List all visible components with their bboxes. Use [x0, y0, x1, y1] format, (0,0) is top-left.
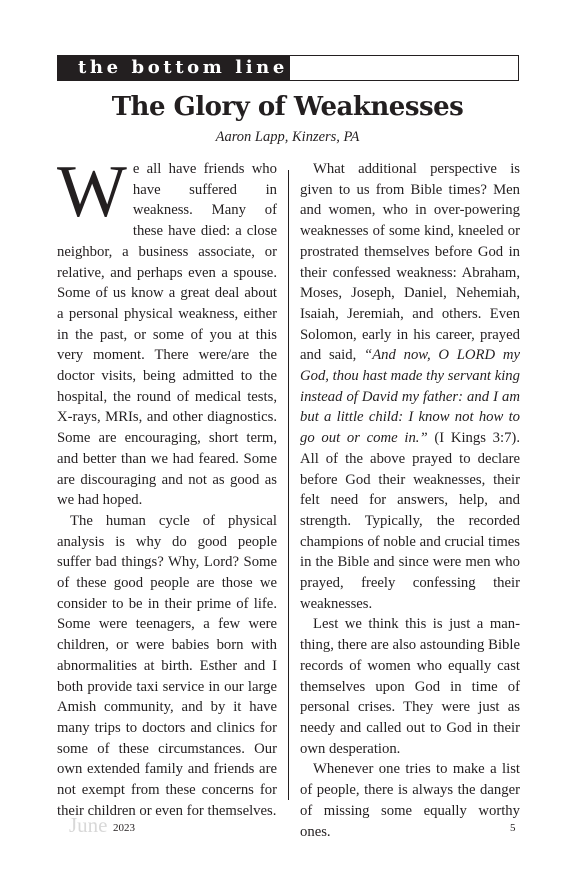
section-header-bar: [57, 55, 519, 81]
column-divider: [288, 170, 289, 800]
article-title: The Glory of Weaknesses: [111, 92, 464, 122]
footer-month: June: [69, 813, 108, 837]
paragraph-3-text-a: What additional perspective is given to us from Bible times? Men and women, who in over-powering weaknesses of some kind, kneeled or prostrated themselves before God in their confessed weakness: Abraham, Moses, Joseph, Daniel, Nehemiah, Isaiah, Jeremiah, and others. Even Solomon, early in his career, prayed and said,: [300, 161, 520, 364]
article-byline: Aaron Lapp, Kinzers, PA: [215, 129, 360, 145]
drop-cap: W: [57, 151, 127, 233]
paragraph-3-text-b: (I Kings 3:7). All of the above prayed to declare before God their weaknesses, their felt need for answers, help, and strength. Typically, the recorded champions of noble and crucial times in the Bible and since were men who prayed, freely confessing their weaknesses.: [300, 430, 520, 612]
paragraph-1: [57, 151, 277, 511]
right-column: [300, 159, 520, 842]
paragraph-1-text: e all have friends who have suffered in weakness. Many of these have died: a close neighbor, a business associate, or relative, and perhaps even a spouse. Some of us know a great deal about a personal physical weakness, either in the past, or some of you at this very moment. There were/are the doctor visits, being admitted to the hospital, the round of medical tests, X-rays, MRIs, and other diagnostics. Some are encouraging, short term, and better than we had feared. Some are discouraging and not as good as we had hoped.: [57, 161, 277, 509]
footer-year: 2023: [113, 822, 135, 834]
left-column: [57, 151, 277, 822]
scripture-quote: “And now, O LORD my God, thou hast made thy servant king instead of David my father: and I am but a little child: I know not how to go out or come in.”: [300, 347, 520, 447]
paragraph-4: Lest we think this is just a man-thing, there are also astounding Bible records of women who equally cast themselves upon God in time of personal crises. They were just as needy and called out to God in their own desperation.: [300, 616, 520, 757]
section-label: the bottom line: [58, 56, 290, 80]
page-number: 5: [510, 822, 516, 834]
paragraph-5: Whenever one tries to make a list of people, there is always the danger of missing some equally worthy ones.: [300, 761, 520, 840]
paragraph-2: The human cycle of physical analysis is why do good people suffer bad things? Why, Lord? Some of these good people are those we consider to be in their prime of life. Some were teenagers, a few were children, or were babies born with abnormalities at birth. Esther and I both provide taxi service in our large Amish community, and by it have many trips to doctors and clinics for some of these circumstances. Our own extended family and friends are not exempt from these concerns for their children or even for themselves.: [57, 512, 277, 819]
paragraph-3: [300, 159, 520, 614]
